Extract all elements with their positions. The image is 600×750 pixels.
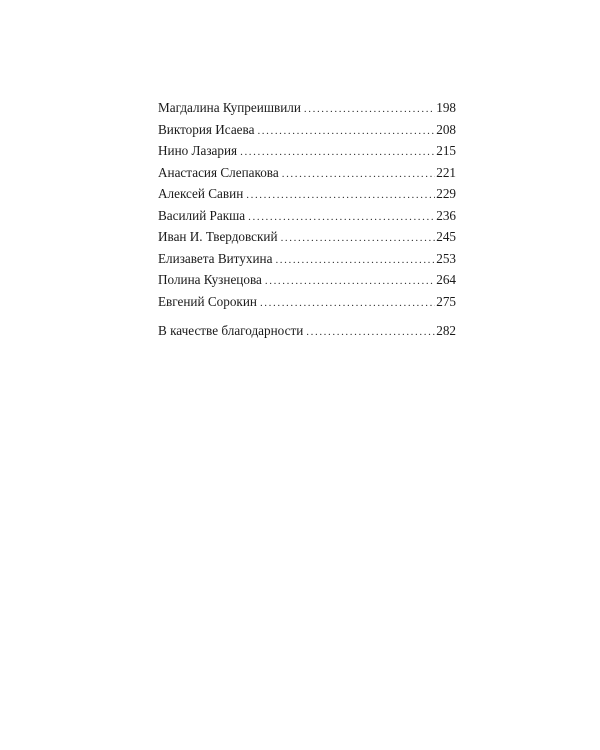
toc-entry (158, 321, 456, 343)
toc-entry (158, 163, 456, 185)
dot-leader (265, 272, 435, 292)
toc-entry-page-number: 264 (436, 272, 456, 287)
toc-entry-page-number: 221 (436, 164, 456, 180)
toc-entry-title: Нино Лазария (158, 143, 238, 158)
toc-entry-page-number: 245 (436, 229, 456, 244)
toc-entry-title: Иван И. Твердовский (158, 229, 278, 244)
toc-entry-title: В качестве благодарности (158, 323, 304, 338)
dot-leader (306, 323, 435, 343)
toc-entry-page-number: 229 (436, 186, 456, 201)
toc-entry (158, 98, 456, 120)
toc-entry-title: Магдалина Купреишвили (158, 100, 301, 115)
toc-entry-title: Василий Ракша (158, 207, 246, 223)
toc-entry (158, 292, 456, 314)
toc-entry-title: Елизавета Витухина (158, 250, 273, 266)
dot-leader (240, 143, 435, 163)
toc-entry (158, 120, 456, 142)
toc-entry-page-number: 236 (436, 207, 456, 223)
toc-entry-page-number: 275 (436, 293, 456, 309)
dot-leader (257, 122, 435, 142)
toc-entry-page-number: 208 (436, 121, 456, 137)
toc-entry (158, 270, 456, 292)
table-of-contents (158, 98, 456, 343)
toc-entry-page-number: 198 (436, 100, 456, 115)
toc-entry-title: Алексей Савин (158, 186, 244, 201)
toc-entry-title: Полина Кузнецова (158, 272, 262, 287)
toc-entry (158, 249, 456, 271)
dot-leader (246, 186, 435, 206)
toc-entry (158, 184, 456, 206)
toc-entry-page-number: 282 (436, 323, 456, 338)
dot-leader (248, 208, 435, 228)
toc-entry-page-number: 215 (436, 143, 456, 158)
dot-leader (281, 229, 436, 249)
dot-leader (275, 251, 435, 271)
toc-entry-title: Евгений Сорокин (158, 293, 257, 309)
dot-leader (260, 294, 435, 314)
toc-entry (158, 227, 456, 249)
toc-entry-title: Виктория Исаева (158, 121, 255, 137)
toc-entry (158, 206, 456, 228)
toc-entry-title: Анастасия Слепакова (158, 164, 279, 180)
toc-entry-page-number: 253 (436, 250, 456, 266)
dot-leader (282, 165, 436, 185)
toc-entry (158, 141, 456, 163)
dot-leader (304, 100, 435, 120)
